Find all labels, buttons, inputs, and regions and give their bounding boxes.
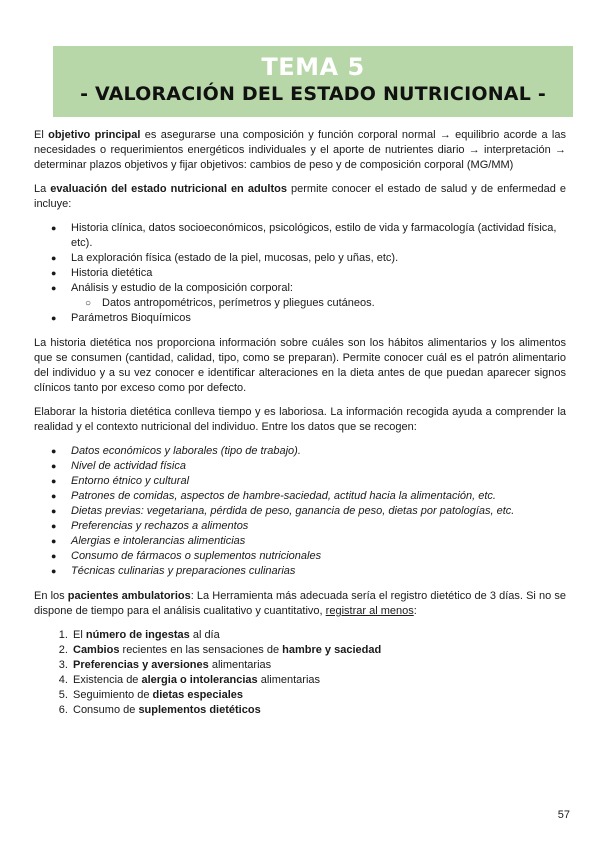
list-item: ● Historia clínica, datos socioeconómicos, psicológicos, estilo de vida y farmacología (actividad física, etc). <box>71 221 566 251</box>
bold-term: número de ingestas <box>85 629 190 641</box>
bold-term: suplementos dietéticos <box>138 704 261 716</box>
text-run: La <box>34 183 51 195</box>
list-item: ● Preferencias y rechazos a alimentos <box>71 519 566 534</box>
text-run: recientes en las sensaciones de <box>119 644 283 656</box>
list-item <box>71 673 566 688</box>
text-run: Seguimiento de <box>73 689 153 701</box>
list-item: ● Consumo de fármacos o suplementos nutricionales <box>71 549 566 564</box>
page-number: 57 <box>557 809 570 821</box>
text-run: alimentarias <box>208 659 272 671</box>
collected-data-list <box>34 444 566 579</box>
list-item: ● La exploración física (estado de la piel, mucosas, pelo y uñas, etc). <box>71 251 566 266</box>
record-list <box>34 628 566 718</box>
chapter-subtitle: - VALORACIÓN DEL ESTADO NUTRICIONAL - <box>80 83 546 105</box>
text-run: permite conocer el estado de salud y de enfermedad e incluye: <box>34 183 566 210</box>
bold-term: evaluación del estado nutricional en adultos <box>50 183 287 195</box>
text-run: En los <box>34 590 68 602</box>
list-item <box>71 658 566 673</box>
document-body <box>34 128 566 728</box>
bold-term: Preferencias y aversiones <box>73 659 209 671</box>
paragraph-collected-data: Elaborar la historia dietética conlleva tiempo y es laboriosa. La información recogida ayuda a comprender la realidad y el contexto nutricional del individuo. Entre los datos que se recogen: <box>34 406 566 433</box>
list-item <box>71 643 566 658</box>
list-item: ● Historia dietética <box>71 266 566 281</box>
title-banner <box>53 46 573 117</box>
sub-list-item: ○ Datos antropométricos, perímetros y pliegues cutáneos. <box>102 296 566 311</box>
chapter-title: TEMA 5 <box>261 53 365 81</box>
list-item: ● Dietas previas: vegetariana, pérdida de peso, ganancia de peso, dietas por patologías, etc. <box>71 504 566 519</box>
list-item <box>71 628 566 643</box>
text-run: alimentarias <box>257 674 320 686</box>
list-item: ● Alergias e intolerancias alimenticias <box>71 534 566 549</box>
list-item <box>71 703 566 718</box>
bold-term: hambre y saciedad <box>282 644 382 656</box>
list-item: ● Nivel de actividad física <box>71 459 566 474</box>
list-item <box>71 281 566 311</box>
text-run: al día <box>189 629 220 641</box>
bold-term: pacientes ambulatorios <box>67 590 191 602</box>
text-run: : <box>413 605 417 617</box>
bold-term: alergia o intolerancias <box>141 674 258 686</box>
bold-term: Cambios <box>73 644 120 656</box>
list-item: ● Técnicas culinarias y preparaciones culinarias <box>71 564 566 579</box>
list-item: ● Patrones de comidas, aspectos de hambre-saciedad, actitud hacia la alimentación, etc. <box>71 489 566 504</box>
bold-term: dietas especiales <box>152 689 244 701</box>
text-run: Consumo de <box>73 704 139 716</box>
list-item: ● Parámetros Bioquímicos <box>71 311 566 326</box>
paragraph-objective <box>34 128 566 173</box>
list-item <box>71 688 566 703</box>
list-item-text: Análisis y estudio de la composición corporal: <box>71 282 293 294</box>
evaluation-list <box>34 221 566 326</box>
text-run: El <box>34 129 49 141</box>
text-run: El <box>73 629 86 641</box>
list-item: ● Datos económicos y laborales (tipo de trabajo). <box>71 444 566 459</box>
paragraph-outpatients <box>34 589 566 619</box>
list-item: ● Entorno étnico y cultural <box>71 474 566 489</box>
bold-term: objetivo principal <box>48 129 141 141</box>
text-run: Existencia de <box>73 674 142 686</box>
sub-list <box>71 296 566 311</box>
text-run: : La Herramienta más adecuada sería el registro dietético de 3 días. Si no se dispone de tiempo para el análisis cualitativo y cuantitativo, <box>34 590 566 617</box>
paragraph-evaluation <box>34 182 566 212</box>
underlined-text: registrar al menos <box>325 605 414 617</box>
paragraph-diet-history: La historia dietética nos proporciona información sobre cuáles son los hábitos alimentarios y los alimentos que se consumen (cantidad, calidad, tipo, como se preparan). Permite conocer cuál es el patrón alimentario del individuo y a su vez conocer e identificar alteraciones en la dieta antes de que puedan aparecer signos clínicos tanto por exceso como por defecto. <box>34 337 566 394</box>
text-run: es asegurarse una composición y función corporal normal → equilibrio acorde a las necesidades o requerimientos energéticos individuales y el aporte de nutrientes diario → interpretación → determinar plazos objetivos y fijar objetivos: cambios de peso y de composición corporal (MG/MM) <box>34 129 566 171</box>
